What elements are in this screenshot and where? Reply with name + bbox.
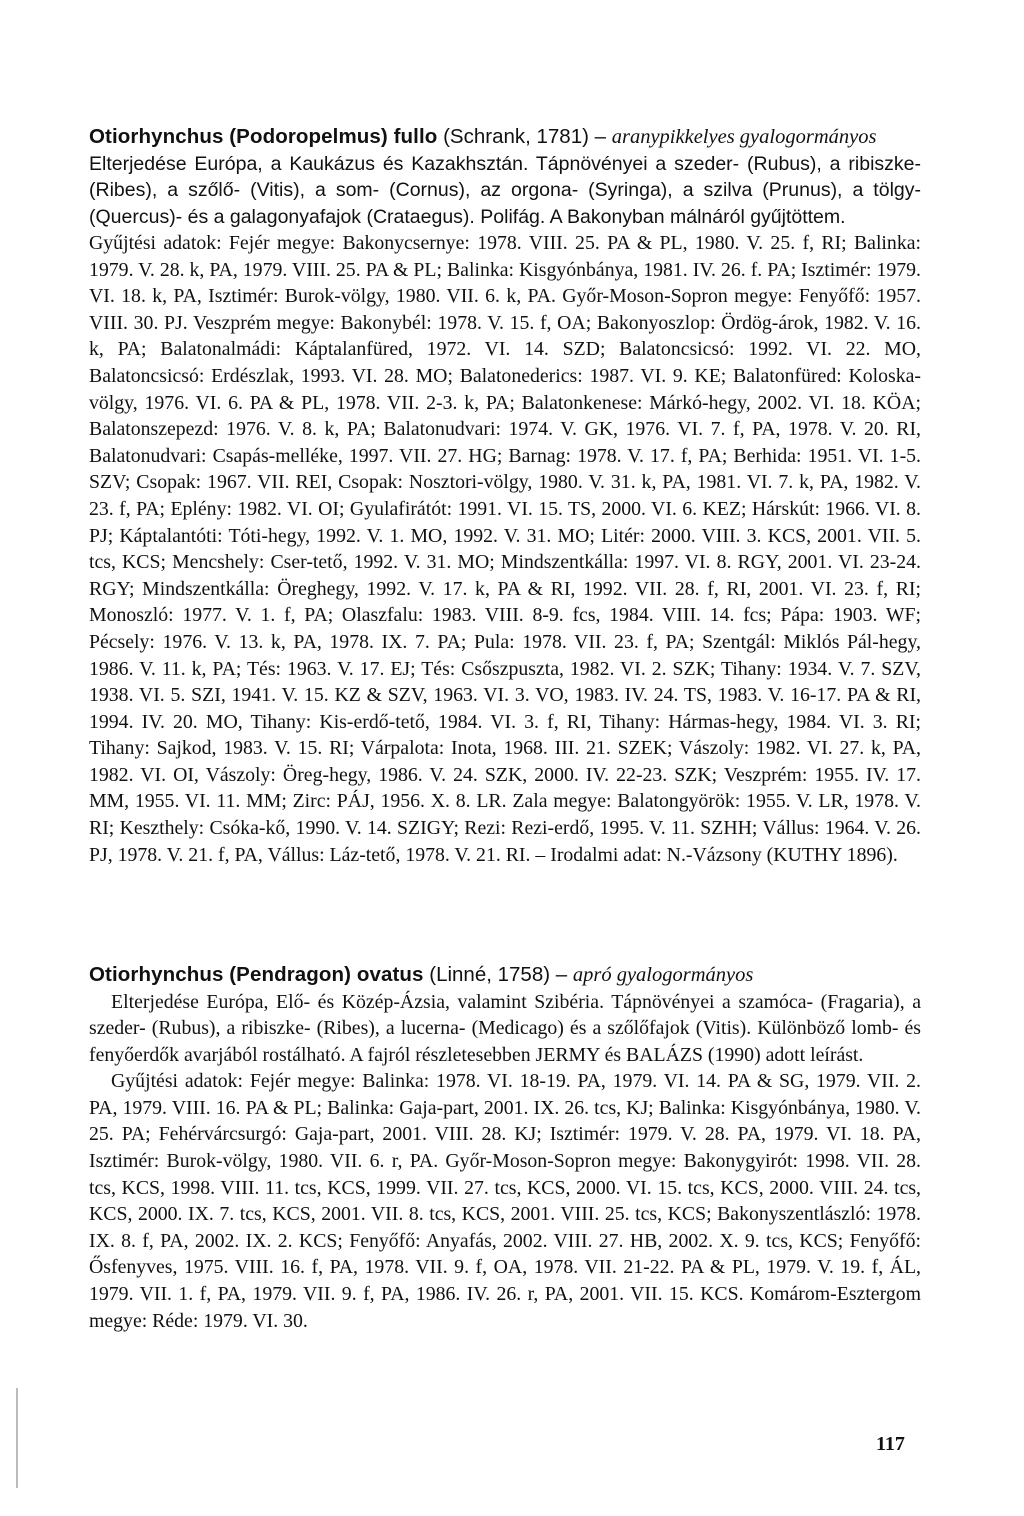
species-author: (Schrank, 1781) – xyxy=(437,125,612,148)
distribution-text: Elterjedése Európa, a Kaukázus és Kazakhsztán. Tápnövényei a szeder- (Rubus), a ribiszke- (Ribes), a szőlő- (Vitis), a som- (Cornus), az orgona- (Syringa), a szilva (Prunus), a tölgy- (Quercus)- és a galagonyafajok (Crataegus). Polifág. A Bakonyban málnáról gyűjtöttem. xyxy=(89,152,921,228)
species-name: Otiorhynchus (Podoropelmus) fullo xyxy=(89,125,438,148)
species-author: (Linné, 1758) – xyxy=(423,963,573,986)
hungarian-name: apró gyalogormányos xyxy=(572,964,754,986)
species-entry-ovatus xyxy=(89,962,921,1334)
species-heading xyxy=(89,124,921,151)
collection-records: Gyűjtési adatok: Fejér megye: Bakonycsernye: 1978. VIII. 25. PA & PL, 1980. V. 25. f, RI; Balinka: 1979. V. 28. k, PA, 1979. VIII. 25. PA & PL; Balinka: Kisgyónbánya, 1981. IV. 26. f. PA; Isztimér: 1979. VI. 18. k, PA, Isztimér: Burok-völgy, 1980. VII. 6. k, PA. Győr-Moson-Sopron megye: Fenyőfő: 1957. VIII. 30. PJ. Veszprém megye: Bakonybél: 1978. V. 15. f, OA; Bakonyoszlop: Ördög-árok, 1982. V. 16. k, PA; Balatonalmádi: Káptalanfüred, 1972. VI. 14. SZD; Balatoncsicsó: 1992. VI. 22. MO, Balatoncsicsó: Erdészlak, 1993. VI. 28. MO; Balatonederics: 1987. VI. 9. KE; Balatonfüred: Koloska-völgy, 1976. VI. 6. PA & PL, 1978. VII. 2-3. k, PA; Balatonkenese: Márkó-hegy, 2002. VI. 18. KÖA; Balatonszepezd: 1976. V. 8. k, PA; Balatonudvari: 1974. V. GK, 1976. VI. 7. f, PA, 1978. V. 20. RI, Balatonudvari: Csapás-melléke, 1997. VII. 27. HG; Barnag: 1978. V. 17. f, PA; Berhida: 1951. VI. 1-5. SZV; Csopak: 1967. VII. REI, Csopak: Nosztori-völgy, 1980. V. 31. k, PA, 1981. VI. 7. k, PA, 1982. V. 23. f, PA; Eplény: 1982. VI. OI; Gyulafirátót: 1991. VI. 15. TS, 2000. VI. 6. KEZ; Hárskút: 1966. VI. 8. PJ; Káptalantóti: Tóti-hegy, 1992. V. 1. MO, 1992. V. 31. MO; Litér: 2000. VIII. 3. KCS, 2001. VII. 5. tcs, KCS; Mencshely: Cser-tető, 1992. V. 31. MO; Mindszentkálla: 1997. VI. 8. RGY, 2001. VI. 23-24. RGY; Mindszentkálla: Öreghegy, 1992. V. 17. k, PA & RI, 1992. VII. 28. f, RI, 2001. VI. 23. f, RI; Monoszló: 1977. V. 1. f, PA; Olaszfalu: 1983. VIII. 8-9. fcs, 1984. VIII. 14. fcs; Pápa: 1903. WF; Pécsely: 1976. V. 13. k, PA, 1978. IX. 7. PA; Pula: 1978. VII. 23. f, PA; Szentgál: Miklós Pál-hegy, 1986. V. 11. k, PA; Tés: 1963. V. 17. EJ; Tés: Csőszpuszta, 1982. VI. 2. SZK; Tihany: 1934. V. 7. SZV, 1938. VI. 5. SZI, 1941. V. 15. KZ & SZV, 1963. VI. 3. VO, 1983. IV. 24. TS, 1983. V. 16-17. PA & RI, 1994. IV. 20. MO, Tihany: Kis-erdő-tető, 1984. VI. 3. f, RI, Tihany: Hármas-hegy, 1984. VI. 3. RI; Tihany: Sajkod, 1983. V. 15. RI; Várpalota: Inota, 1968. III. 21. SZEK; Vászoly: 1982. VI. 27. k, PA, 1982. VI. OI, Vászoly: Öreg-hegy, 1986. V. 24. SZK, 2000. IV. 22-23. SZK; Veszprém: 1955. IV. 17. MM, 1955. VI. 11. MM; Zirc: PÁJ, 1956. X. 8. LR. Zala megye: Balatongyörök: 1955. V. LR, 1978. V. RI; Keszthely: Csóka-kő, 1990. V. 14. SZIGY; Rezi: Rezi-erdő, 1995. V. 11. SZHH; Vállus: 1964. V. 26. PJ, 1978. V. 21. f, PA, Vállus: Láz-tető, 1978. V. 21. RI. – Irodalmi adat: N.-Vázsony (KUTHY 1896). xyxy=(89,232,921,866)
collection-records: Gyűjtési adatok: Fejér megye: Balinka: 1978. VI. 18-19. PA, 1979. VI. 14. PA & SG, 1979. VII. 2. PA, 1979. VIII. 16. PA & PL; Balinka: Gaja-part, 2001. IX. 26. tcs, KJ; Balinka: Kisgyónbánya, 1980. V. 25. PA; Fehérvárcsurgó: Gaja-part, 2001. VIII. 28. KJ; Isztimér: 1979. V. 28. PA, 1979. VI. 18. PA, Isztimér: Burok-völgy, 1980. VII. 6. r, PA. Győr-Moson-Sopron megye: Bakonygyirót: 1998. VII. 28. tcs, KCS, 1998. VIII. 11. tcs, KCS, 1999. VII. 27. tcs, KCS, 2000. VI. 15. tcs, KCS, 2000. VIII. 24. tcs, KCS, 2000. IX. 7. tcs, KCS, 2001. VII. 8. tcs, KCS, 2001. VIII. 25. tcs, KCS; Bakonyszentlászló: 1978. IX. 8. f, PA, 2002. IX. 2. KCS; Fenyőfő: Anyafás, 2002. VIII. 27. HB, 2002. X. 9. tcs, KCS; Fenyőfő: Ősfenyves, 1975. VIII. 16. f, PA, 1978. VII. 9. f, OA, 1978. VII. 21-22. PA & PL, 1979. V. 19. f, ÁL, 1979. VII. 1. f, PA, 1979. VII. 9. f, PA, 1986. IV. 26. r, PA, 2001. VII. 15. KCS. Komárom-Esztergom megye: Réde: 1979. VI. 30. xyxy=(89,1070,921,1332)
species-heading xyxy=(89,962,921,989)
scan-margin-line xyxy=(16,1388,18,1488)
distribution-text: Elterjedése Európa, Elő- és Közép-Ázsia, valamint Szibéria. Tápnövényei a szamóca- (Fragaria), a szeder- (Rubus), a ribiszke- (Ribes), a lucerna- (Medicago) és a szőlőfajok (Vitis). Különböző lomb- és fenyőerdők avarjából rostálható. A fajról részletesebben JERMY és BALÁZS (1990) adott leírást. xyxy=(89,990,921,1066)
species-entry-fullo xyxy=(89,124,921,868)
species-name: Otiorhynchus (Pendragon) ovatus xyxy=(89,963,424,986)
hungarian-name: aranypikkelyes gyalogormányos xyxy=(611,126,877,148)
page-number: 117 xyxy=(876,1433,905,1455)
